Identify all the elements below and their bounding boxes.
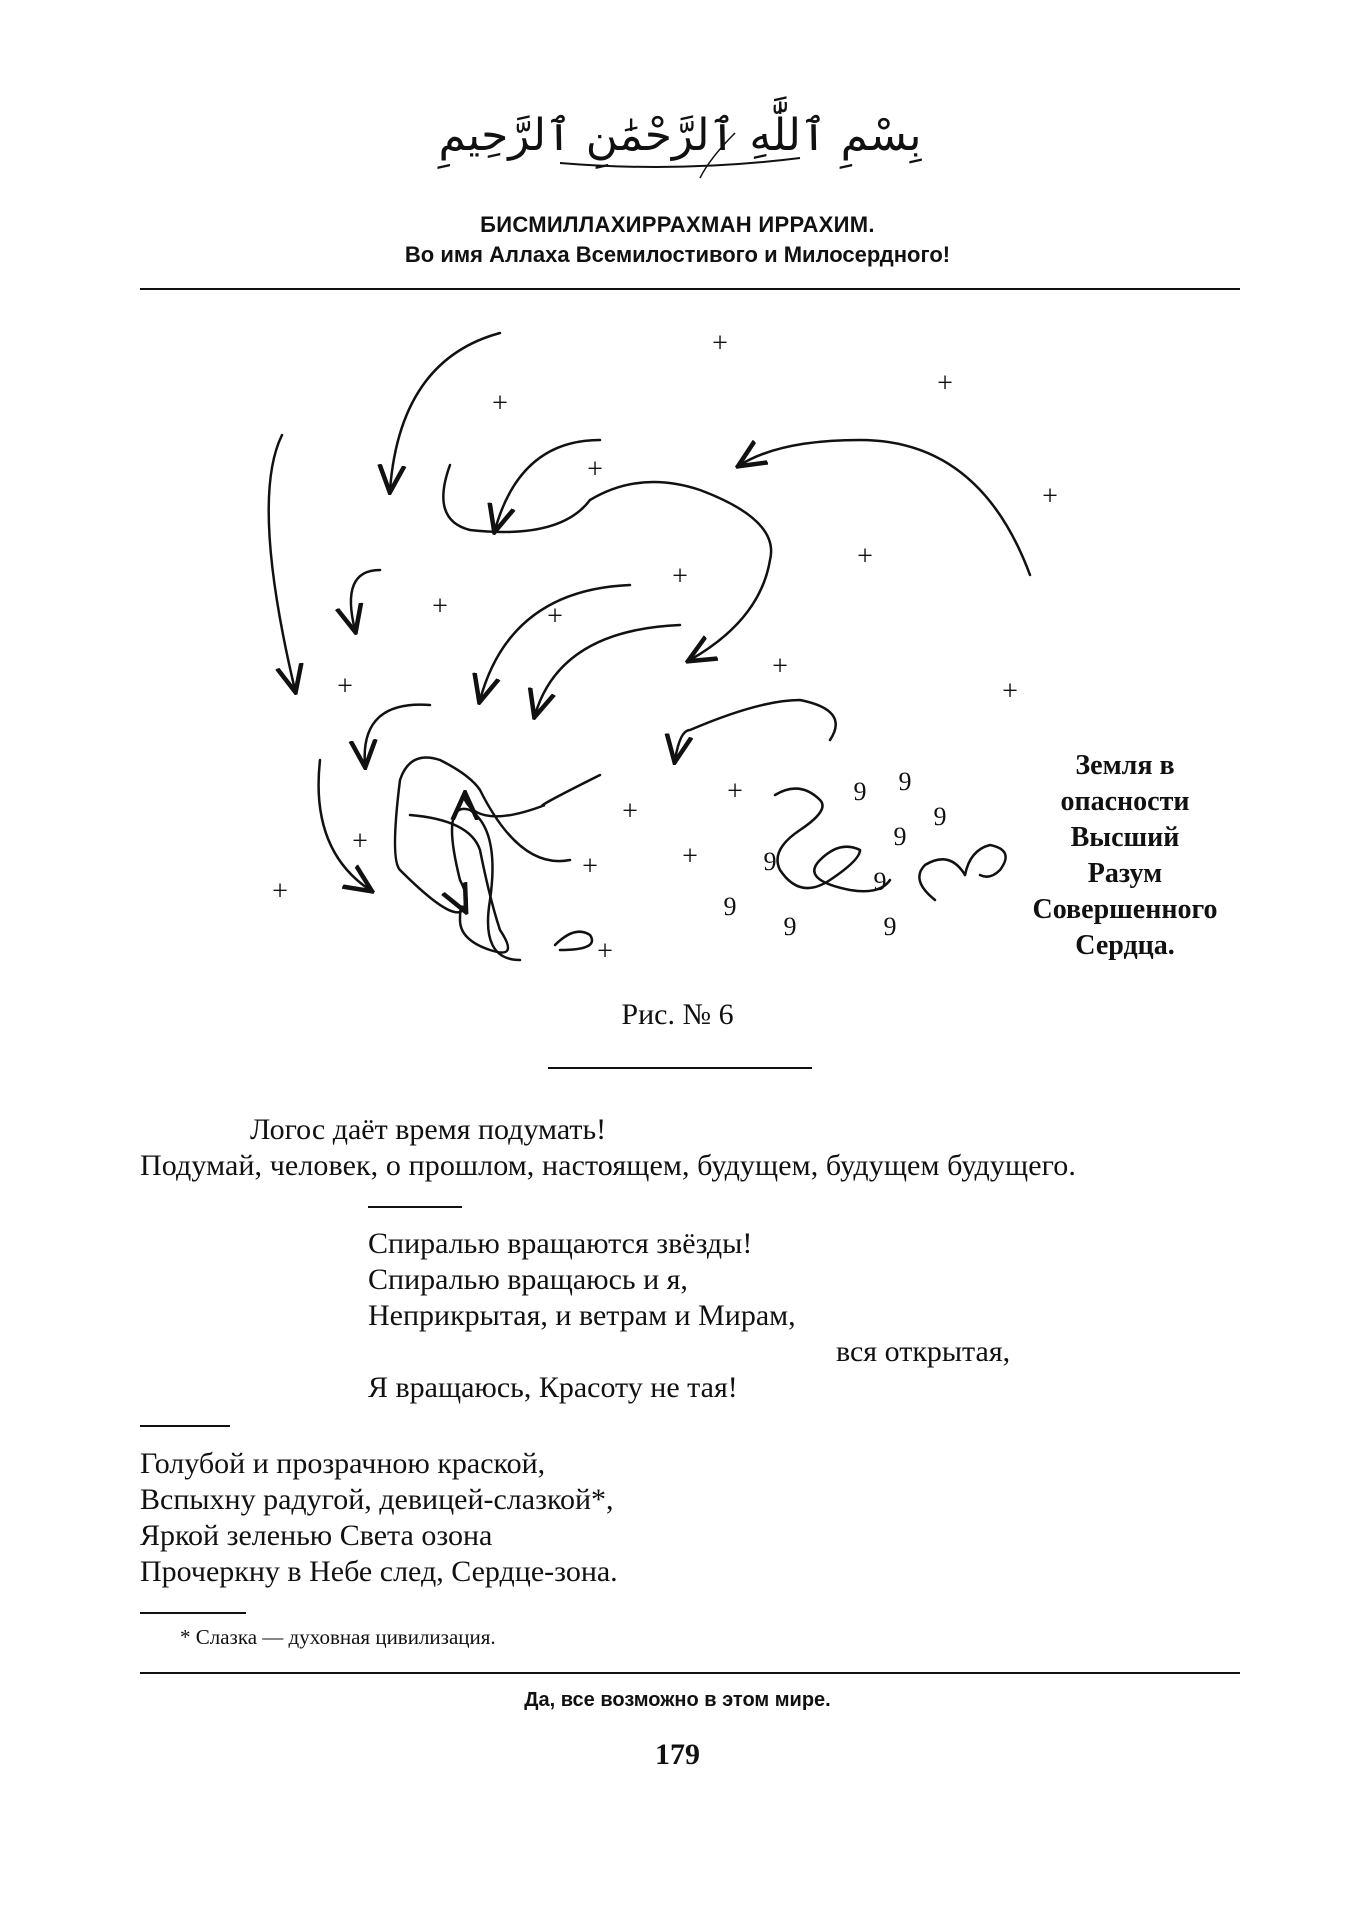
stars <box>272 328 1058 967</box>
nine: 9 <box>933 802 947 831</box>
caption-line: опасности <box>1060 786 1190 817</box>
footer-divider <box>140 1672 1240 1674</box>
calligraphy-text: بِسْمِ ٱللَّٰهِ ٱلرَّحْمَٰنِ ٱلرَّحِيمِ <box>438 110 922 161</box>
nine: 9 <box>873 867 887 896</box>
bismillah-calligraphy <box>438 88 922 188</box>
arrow-9 <box>365 705 430 765</box>
footnote: * Слазка — духовная цивилизация. <box>180 1625 496 1649</box>
logos-line-2: Подумай, человек, о прошлом, настоящем, будущем, будущем будущего. <box>140 1149 1076 1182</box>
nine: 9 <box>898 767 912 796</box>
caption-line: Высший <box>1070 822 1180 853</box>
nine: 9 <box>853 777 867 806</box>
caption-line: Разум <box>1087 858 1163 889</box>
arrow-8 <box>535 625 680 715</box>
nine: 9 <box>883 912 897 941</box>
caption-line: Совершенного <box>1032 894 1218 925</box>
arrow-12 <box>319 760 370 890</box>
star: + <box>682 841 698 872</box>
nine: 9 <box>783 912 797 941</box>
stanza1-line-3: Неприкрытая, и ветрам и Мирам, <box>368 1299 796 1332</box>
page-number: 179 <box>655 1738 700 1771</box>
header-title: БИСМИЛЛАХИРРАХМАН ИРРАХИМ. <box>480 212 875 237</box>
star: + <box>337 671 353 702</box>
stanza2-line-1: Голубой и прозрачною краской, <box>140 1447 546 1480</box>
star: + <box>1002 676 1018 707</box>
bottom-note: Да, все возможно в этом мире. <box>524 1689 831 1711</box>
arrow-6 <box>740 440 1030 575</box>
star: + <box>857 541 873 572</box>
stanza2-line-4: Прочеркну в Небе след, Сердце-зона. <box>140 1555 618 1588</box>
star: + <box>712 328 728 359</box>
nine: 9 <box>893 822 907 851</box>
figure-label: Рис. № 6 <box>621 998 734 1031</box>
stanza-divider <box>368 1206 462 1208</box>
caption-line: Земля в <box>1075 750 1175 781</box>
caption-line: Сердца. <box>1075 930 1175 961</box>
star: + <box>727 776 743 807</box>
stanza1-line-1: Спиралью вращаются звёзды! <box>368 1227 753 1260</box>
star: + <box>432 591 448 622</box>
footnote-divider <box>140 1612 246 1614</box>
arrow-4 <box>495 440 600 530</box>
arrow-11 <box>675 700 836 760</box>
arrow-10 <box>465 775 600 816</box>
stanza2-line-2: Вспыхну радугой, девицей-слазкой*, <box>140 1483 614 1516</box>
loop-2 <box>965 845 1006 877</box>
calligraphy-image <box>438 88 922 188</box>
arrow-2 <box>269 435 295 690</box>
nine: 9 <box>763 847 777 876</box>
star: + <box>272 876 288 907</box>
flow-arrows <box>269 333 1030 960</box>
spiral-small <box>555 932 592 950</box>
star: + <box>937 368 953 399</box>
nine: 9 <box>723 892 737 921</box>
arrow-5 <box>443 465 771 660</box>
arrow-13 <box>410 815 508 953</box>
star: + <box>352 826 368 857</box>
figure-side-caption <box>1010 748 1240 964</box>
nines <box>724 767 947 941</box>
header-subtitle: Во имя Аллаха Всемилостивого и Милосердного! <box>404 242 951 267</box>
logos-line-1: Логос даёт время подумать! <box>250 1113 607 1146</box>
star: + <box>492 388 508 419</box>
header-divider <box>140 288 1240 290</box>
star: + <box>547 601 563 632</box>
star: + <box>597 936 613 967</box>
star: + <box>1042 481 1058 512</box>
stanza-divider <box>140 1425 230 1427</box>
figure-divider <box>548 1067 812 1069</box>
loop-1 <box>919 859 965 900</box>
stanza1-line-4: вся открытая, <box>836 1335 1011 1368</box>
stanza1-line-5: Я вращаюсь, Красоту не тая! <box>368 1371 738 1404</box>
stanza1-line-2: Спиралью вращаюсь и я, <box>368 1263 688 1296</box>
star: + <box>587 454 603 485</box>
arrow-3 <box>351 570 380 630</box>
star: + <box>772 651 788 682</box>
stanza2-line-3: Яркой зеленью Света озона <box>140 1519 493 1552</box>
spiral-figure <box>250 320 1058 1000</box>
star: + <box>672 561 688 592</box>
star: + <box>582 851 598 882</box>
arrow-1 <box>390 333 500 490</box>
star: + <box>622 796 638 827</box>
